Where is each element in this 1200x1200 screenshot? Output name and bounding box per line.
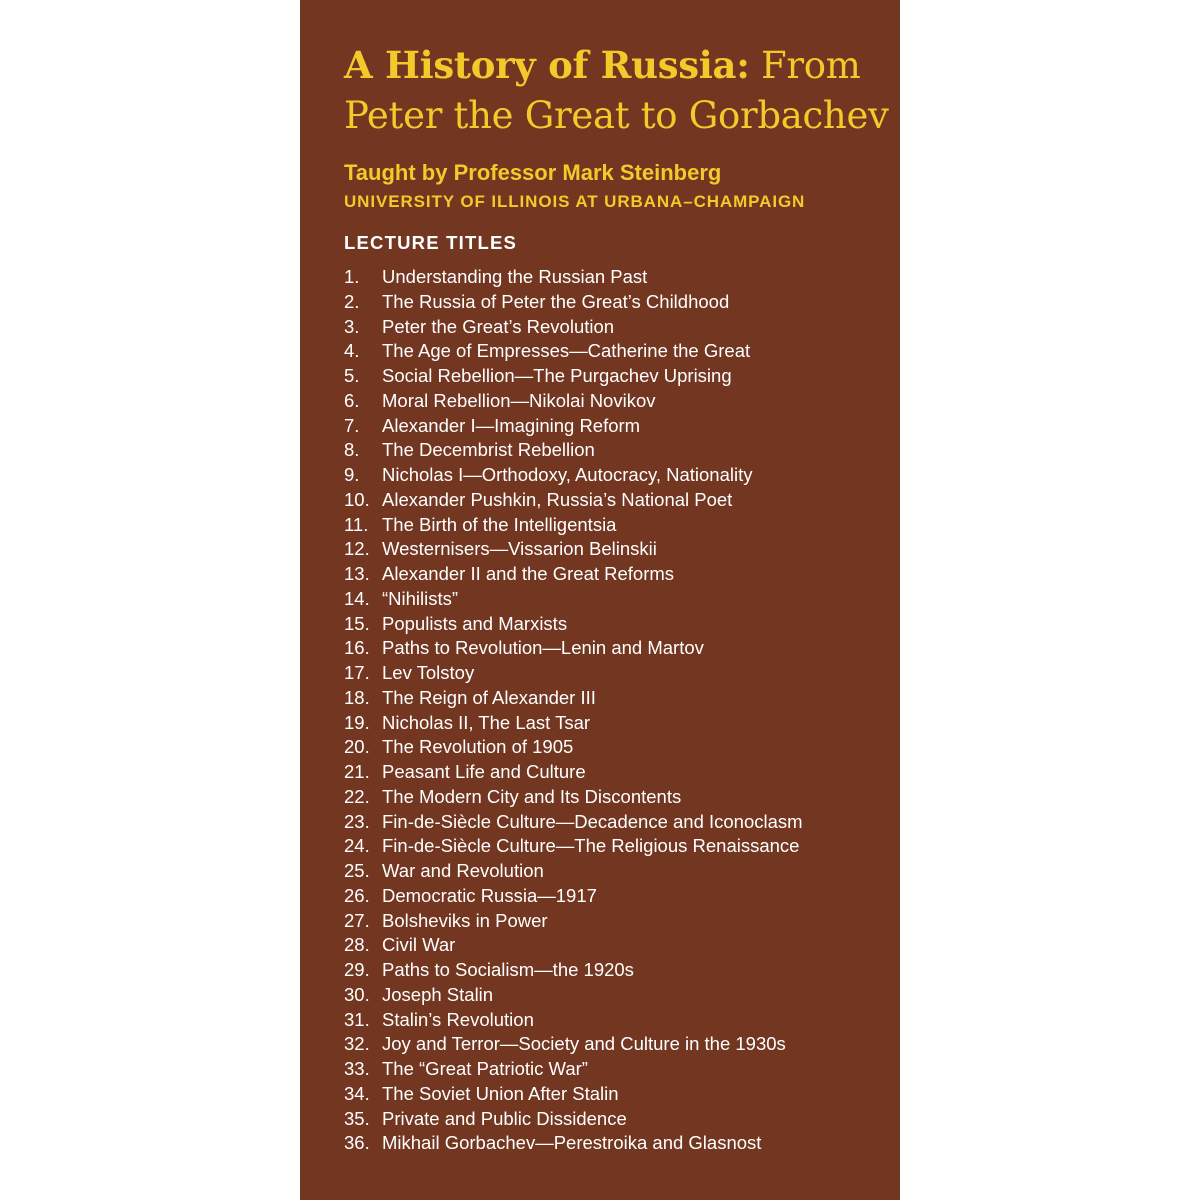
- lecture-number: 15.: [344, 612, 370, 634]
- lecture-title: Joseph Stalin: [382, 983, 494, 1005]
- lecture-number: 30.: [344, 983, 370, 1005]
- lecture-number: 19.: [344, 711, 370, 733]
- lecture-number: 36.: [344, 1132, 370, 1154]
- lecture-number: 26.: [344, 884, 370, 906]
- lecture-title: The Birth of the Intelligentsia: [382, 513, 617, 535]
- lecture-number: 24.: [344, 835, 370, 857]
- lecture-title: Private and Public Dissidence: [382, 1107, 627, 1129]
- lecture-item: [344, 463, 803, 488]
- lecture-number: 13.: [344, 563, 370, 584]
- lecture-item: [344, 1131, 803, 1156]
- lecture-titles-heading: LECTURE TITLES: [344, 232, 518, 253]
- lecture-item: [344, 735, 803, 760]
- course-title-line2: Peter the Great to Gorbachev: [344, 94, 889, 137]
- lecture-title: Civil War: [382, 934, 456, 956]
- lecture-title: The Reign of Alexander III: [382, 686, 596, 708]
- lecture-number: 25.: [344, 860, 370, 881]
- lecture-number: 1.: [344, 266, 360, 287]
- lecture-item: [344, 389, 803, 414]
- lecture-number: 32.: [344, 1033, 370, 1055]
- lecture-item: [344, 661, 803, 686]
- lecture-item: [344, 711, 803, 736]
- lecture-title: The Modern City and Its Discontents: [382, 785, 682, 807]
- lecture-title: Peasant Life and Culture: [382, 761, 586, 782]
- lecture-number: 14.: [344, 587, 370, 609]
- lecture-title: War and Revolution: [382, 860, 544, 881]
- lecture-title: The Soviet Union After Stalin: [382, 1082, 619, 1104]
- lecture-number: 6.: [344, 389, 360, 411]
- lecture-item: [344, 537, 803, 562]
- lecture-number: 31.: [344, 1008, 370, 1030]
- lecture-title: The “Great Patriotic War”: [382, 1058, 588, 1079]
- course-title-bold: A History of Russia:: [344, 43, 750, 87]
- lecture-number: 27.: [344, 909, 370, 931]
- lecture-number: 16.: [344, 637, 370, 659]
- lecture-item: [344, 364, 803, 389]
- lecture-number: 21.: [344, 761, 370, 782]
- lecture-item: [344, 1107, 803, 1132]
- lecture-title: “Nihilists”: [382, 587, 459, 609]
- lecture-number: 17.: [344, 662, 370, 683]
- lecture-item: [344, 983, 803, 1008]
- lecture-number: 35.: [344, 1107, 370, 1129]
- lecture-item: [344, 1082, 803, 1107]
- lecture-item: [344, 1032, 803, 1057]
- lecture-item: [344, 834, 803, 859]
- lecture-title: Social Rebellion—The Purgachev Uprising: [382, 365, 732, 386]
- lecture-number: 5.: [344, 365, 360, 386]
- lecture-title: Stalin’s Revolution: [382, 1008, 534, 1030]
- lecture-title: Westernisers—Vissarion Belinskii: [382, 538, 657, 560]
- course-panel: [300, 0, 900, 1200]
- lecture-item: [344, 587, 803, 612]
- lecture-title: Populists and Marxists: [382, 612, 568, 634]
- professor-name: Taught by Professor Mark Steinberg: [344, 160, 722, 185]
- lecture-item: [344, 933, 803, 958]
- lecture-item: [344, 265, 803, 290]
- lecture-title: Peter the Great’s Revolution: [382, 315, 615, 337]
- lecture-title: Nicholas I—Orthodoxy, Autocracy, Nationality: [382, 464, 753, 485]
- lecture-item: [344, 909, 803, 934]
- lecture-number: 4.: [344, 340, 360, 362]
- lecture-title: Bolsheviks in Power: [382, 909, 548, 931]
- lecture-number: 28.: [344, 934, 370, 956]
- lecture-number: 33.: [344, 1058, 370, 1079]
- lecture-item: [344, 612, 803, 637]
- course-title-rest: From: [749, 44, 861, 87]
- lecture-title: Alexander II and the Great Reforms: [382, 563, 675, 584]
- lecture-title: Democratic Russia—1917: [382, 884, 597, 906]
- lecture-number: 18.: [344, 686, 370, 708]
- lecture-number: 12.: [344, 538, 370, 560]
- lecture-item: [344, 290, 803, 315]
- lecture-item: [344, 513, 803, 538]
- lecture-number: 11.: [344, 513, 369, 535]
- lecture-item: [344, 810, 803, 835]
- lecture-number: 8.: [344, 439, 360, 461]
- lecture-item: [344, 1057, 803, 1082]
- course-title: [344, 40, 889, 141]
- lecture-number: 34.: [344, 1082, 370, 1104]
- lecture-item: [344, 760, 803, 785]
- lecture-list: [344, 265, 803, 1156]
- lecture-item: [344, 315, 803, 340]
- lecture-title: The Decembrist Rebellion: [382, 439, 595, 461]
- lecture-item: [344, 488, 803, 513]
- lecture-title: Fin-de-Siècle Culture—Decadence and Iconoclasm: [382, 810, 803, 832]
- lecture-title: Nicholas II, The Last Tsar: [382, 711, 591, 733]
- lecture-title: Alexander I—Imagining Reform: [382, 414, 641, 436]
- lecture-title: Joy and Terror—Society and Culture in the 1930s: [382, 1033, 786, 1055]
- lecture-item: [344, 414, 803, 439]
- lecture-title: The Russia of Peter the Great’s Childhood: [382, 290, 730, 312]
- lecture-number: 20.: [344, 736, 370, 758]
- lecture-number: 23.: [344, 810, 370, 832]
- lecture-title: Paths to Revolution—Lenin and Martov: [382, 637, 704, 659]
- lecture-number: 7.: [344, 414, 360, 436]
- lecture-title: The Revolution of 1905: [382, 736, 574, 758]
- lecture-number: 29.: [344, 959, 370, 980]
- lecture-number: 3.: [344, 315, 360, 337]
- lecture-item: [344, 438, 803, 463]
- lecture-title: The Age of Empresses—Catherine the Great: [382, 340, 751, 362]
- lecture-item: [344, 859, 803, 884]
- lecture-title: Paths to Socialism—the 1920s: [382, 959, 634, 980]
- lecture-item: [344, 1008, 803, 1033]
- lecture-title: Fin-de-Siècle Culture—The Religious Renaissance: [382, 835, 800, 857]
- lecture-title: Mikhail Gorbachev—Perestroika and Glasnost: [382, 1132, 762, 1154]
- university-name: UNIVERSITY OF ILLINOIS AT URBANA–CHAMPAIGN: [344, 192, 806, 211]
- lecture-item: [344, 958, 803, 983]
- lecture-number: 2.: [344, 290, 360, 312]
- lecture-number: 10.: [344, 488, 370, 510]
- lecture-item: [344, 562, 803, 587]
- lecture-title: Understanding the Russian Past: [382, 266, 648, 287]
- lecture-number: 22.: [344, 785, 370, 807]
- lecture-item: [344, 884, 803, 909]
- lecture-title: Moral Rebellion—Nikolai Novikov: [382, 389, 656, 411]
- lecture-title: Alexander Pushkin, Russia’s National Poet: [382, 488, 733, 510]
- lecture-item: [344, 339, 803, 364]
- lecture-item: [344, 686, 803, 711]
- lecture-item: [344, 636, 803, 661]
- lecture-item: [344, 785, 803, 810]
- lecture-number: 9.: [344, 464, 360, 485]
- lecture-title: Lev Tolstoy: [382, 662, 475, 683]
